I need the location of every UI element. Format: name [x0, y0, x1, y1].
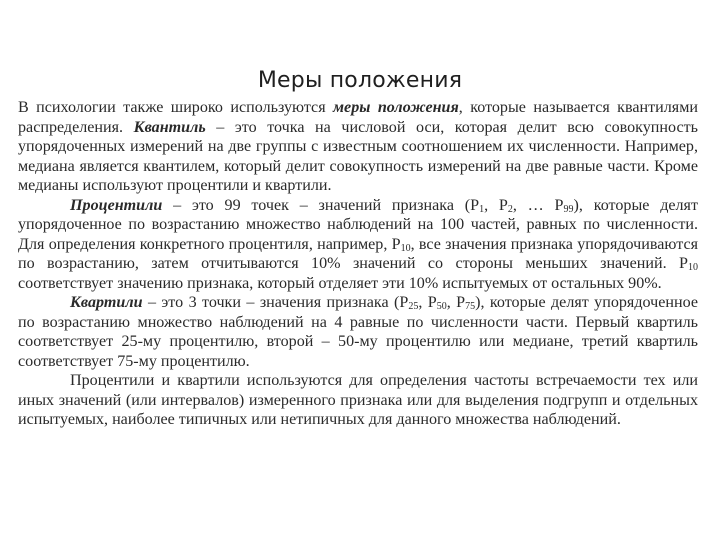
- term-quartiles: Квартили: [70, 294, 143, 311]
- text-run: , которые называется квантилями распределения.: [18, 99, 699, 136]
- text-run: – это 99 точек – значений признака (Р: [162, 196, 480, 214]
- text-run: Процентили и квартили используются для определения частоты встречаемости тех или иных значений (или интервалов) измеренного признака или для выделения подгрупп и отдельных испытуемых, наиболее типичных или нетипичных для данного множества наблюдений.: [18, 372, 698, 428]
- paragraph-quartiles: [18, 293, 698, 371]
- text-run: ), которые делят упорядоченное по возрастанию множество наблюдений на 4 равные по численности части. Первый квартиль соответствует 25-му процентилю, второй – 50-му процентилю или медиане, третий квартиль соответствует 75-му процентилю.: [18, 294, 699, 370]
- subscript: 2: [507, 203, 513, 215]
- text-run: , Р: [418, 294, 437, 311]
- body-text: [18, 98, 698, 430]
- subscript: 99: [563, 203, 574, 215]
- text-run: соответствует значению признака, который отделяет эти 10% испытуемых от остальных 90%.: [18, 274, 662, 292]
- text-run: , все значения признака упорядочиваются по возрастанию, затем отчитываются 10% значений со стороны меньших значений. Р: [18, 235, 698, 272]
- subscript: 1: [479, 203, 485, 215]
- text-run: ), которые делят упорядоченное по возрастанию множество наблюдений на 100 частей, равных по численности. Для определения конкретного процентиля, например, Р: [18, 196, 698, 253]
- term-percentiles: Процентили: [70, 196, 163, 214]
- paragraph-percentiles: [18, 196, 698, 294]
- paragraph-intro: [18, 98, 698, 196]
- text-run: – это точка на числовой оси, которая делит всю совокупность упорядоченных измерений на две группы с известным соотношением их численности. Например, медиана является квантилем, который делит совокупность измерений на две равные части. Кроме медианы используют процентили и квартили.: [18, 118, 698, 194]
- text-run: , Р: [446, 294, 466, 311]
- term-measures-of-position: меры положения: [333, 99, 459, 116]
- subscript: 10: [400, 242, 411, 254]
- subscript: 75: [465, 301, 476, 312]
- subscript: 10: [688, 262, 698, 273]
- term-quantile: Квантиль: [133, 118, 206, 136]
- slide-title: Меры положения: [257, 68, 463, 93]
- text-run: , … Р: [512, 196, 564, 214]
- paragraph-usage: [18, 371, 698, 430]
- text-run: В психологии также широко используются: [18, 99, 334, 116]
- text-run: , Р: [484, 196, 508, 214]
- text-run: – это 3 точки – значения признака (Р: [142, 294, 409, 311]
- subscript: 50: [436, 301, 447, 312]
- subscript: 25: [408, 301, 419, 312]
